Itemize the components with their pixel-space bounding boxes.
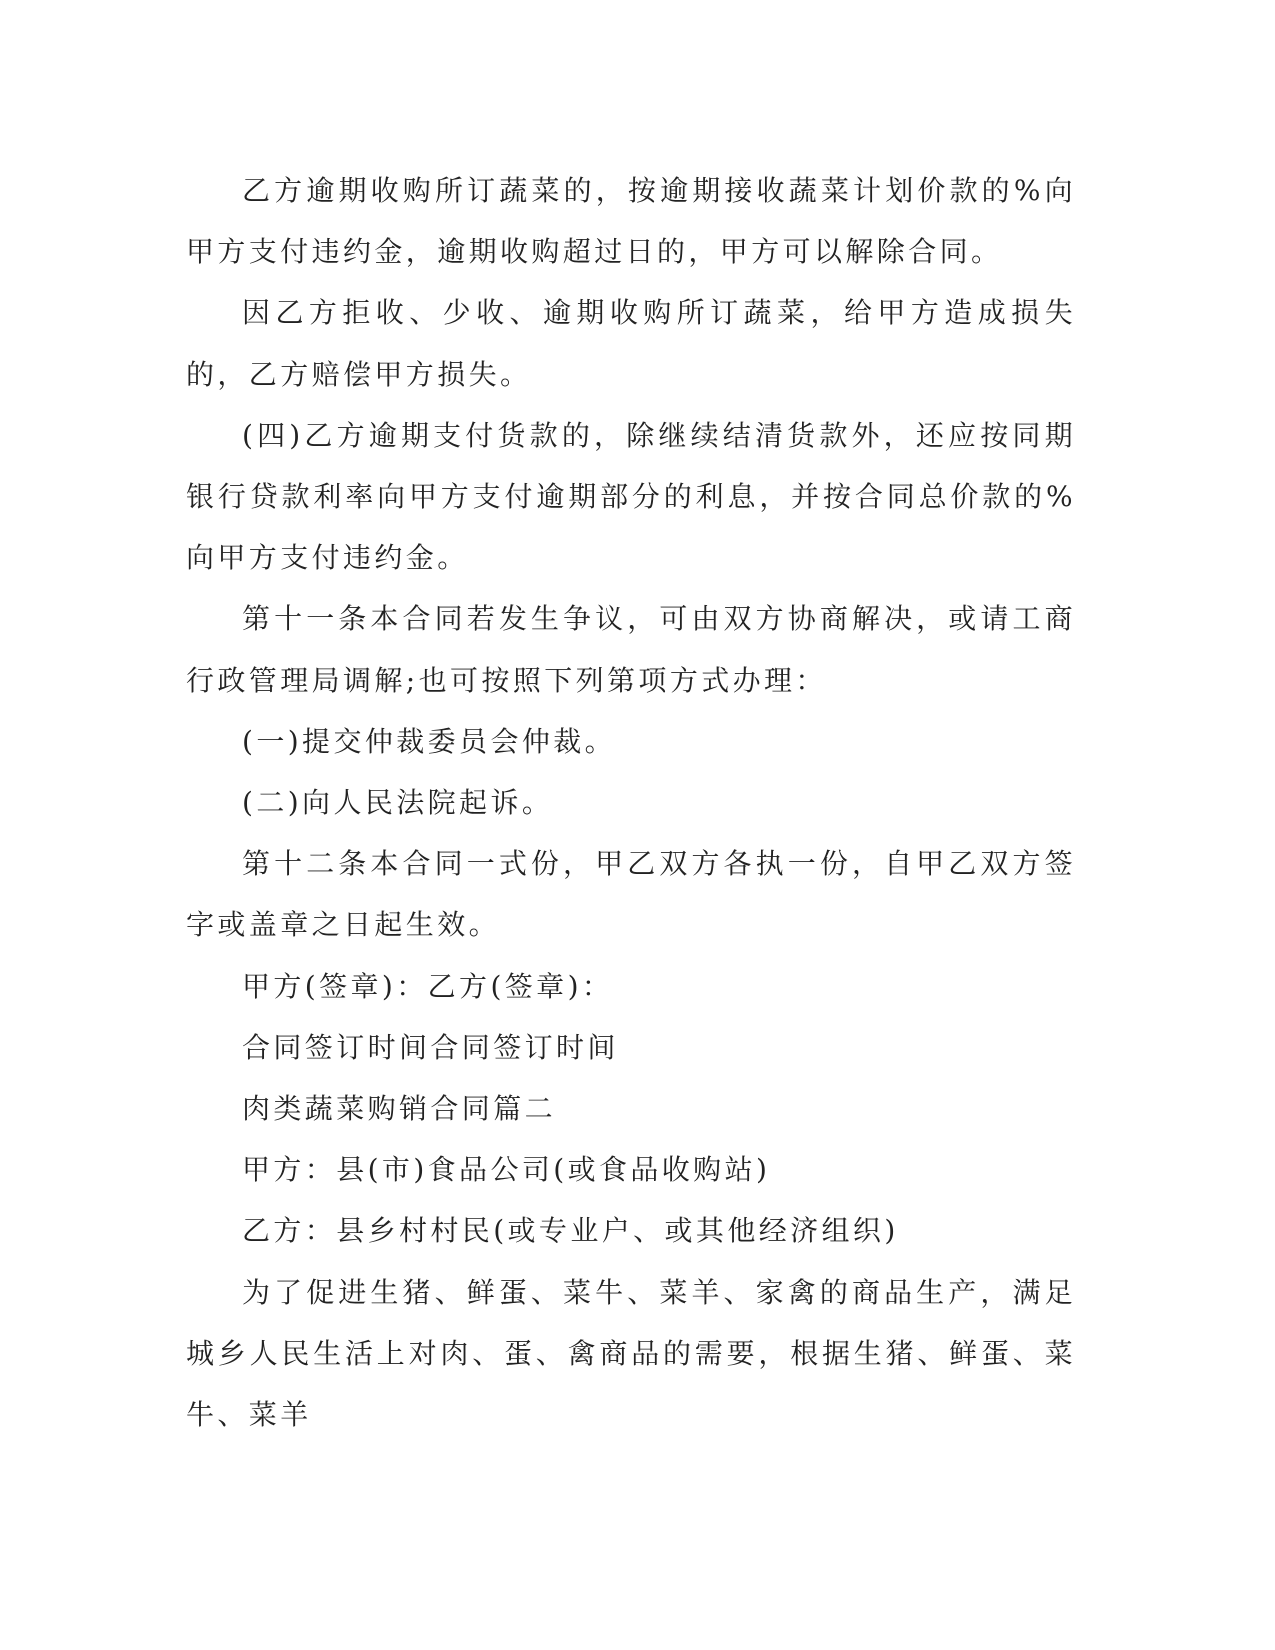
paragraph-refusal-compensation: 因乙方拒收、少收、逾期收购所订蔬菜，给甲方造成损失的，乙方赔偿甲方损失。: [186, 296, 1076, 391]
paragraph-preamble: 为了促进生猪、鲜蛋、菜牛、菜羊、家禽的商品生产，满足城乡人民生活上对肉、蛋、禽商品的需要，根据生猪、鲜蛋、菜牛、菜羊: [186, 1275, 1076, 1432]
paragraph-late-purchase-penalty: 乙方逾期收购所订蔬菜的，按逾期接收蔬菜计划价款的%向甲方支付违约金，逾期收购超过日的，甲方可以解除合同。: [186, 174, 1076, 269]
paragraph-article-12-effect: 第十二条本合同一式份，甲乙双方各执一份，自甲乙双方签字或盖章之日起生效。: [186, 847, 1076, 942]
paragraph-late-payment-interest: (四)乙方逾期支付货款的，除继续结清货款外，还应按同期银行贷款利率向甲方支付逾期部分的利息，并按合同总价款的%向甲方支付违约金。: [186, 418, 1076, 575]
paragraph-option-court: (二)向人民法院起诉。: [242, 786, 554, 820]
section-title-part-two: 肉类蔬菜购销合同篇二: [242, 1092, 557, 1126]
paragraph-party-a: 甲方：县(市)食品公司(或食品收购站): [242, 1153, 771, 1187]
paragraph-signatures: 甲方(签章)：乙方(签章)：: [242, 969, 614, 1003]
paragraph-party-b: 乙方：县乡村村民(或专业户、或其他经济组织): [242, 1214, 899, 1248]
paragraph-signing-time: 合同签订时间合同签订时间: [242, 1030, 619, 1064]
paragraph-article-11-dispute: 第十一条本合同若发生争议，可由双方协商解决，或请工商行政管理局调解;也可按照下列第项方式办理：: [186, 602, 1076, 697]
document-body: [186, 160, 1076, 1445]
paragraph-option-arbitration: (一)提交仲裁委员会仲裁。: [242, 724, 617, 758]
